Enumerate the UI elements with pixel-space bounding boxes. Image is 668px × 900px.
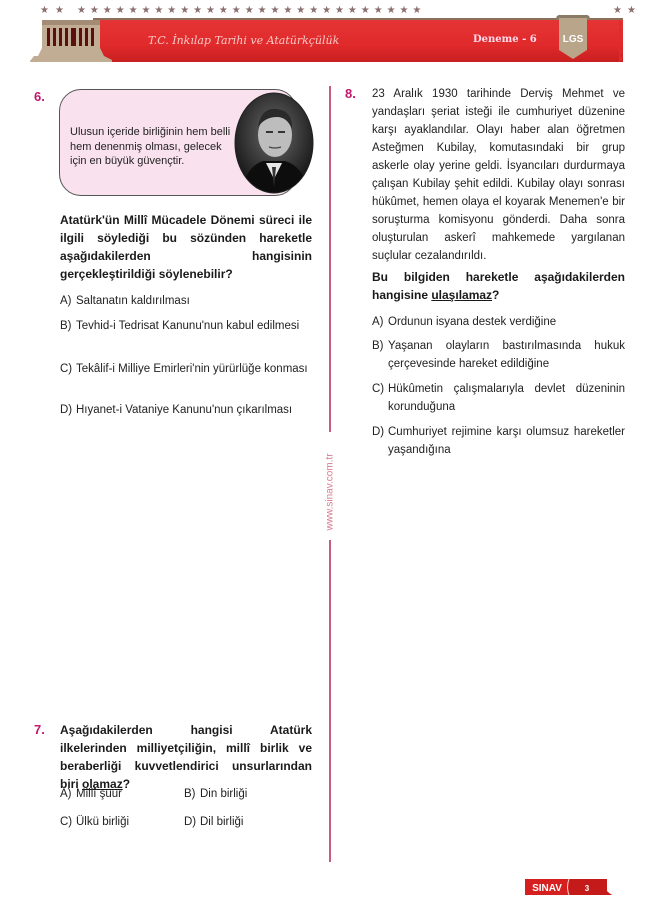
question-7-option-a[interactable]: [60, 786, 170, 804]
option-label: B): [184, 788, 196, 800]
star-icon: ★: [206, 5, 215, 16]
star-icon: ★: [218, 5, 228, 16]
page-number: 3: [584, 884, 590, 893]
question-7-option-b[interactable]: [184, 786, 304, 804]
question-6-number: 6.: [34, 89, 45, 104]
question-8-option-c[interactable]: [372, 381, 625, 416]
star-icon: ★: [373, 5, 383, 16]
stem-end: ?: [122, 777, 131, 791]
option-label: B): [372, 340, 384, 352]
option-text: Saltanatın kaldırılması: [76, 295, 190, 307]
question-8-stem: [372, 268, 625, 304]
star-icon: ★: [40, 5, 49, 16]
star-icon: ★: [399, 5, 409, 16]
option-label: B): [60, 320, 72, 332]
star-icon: ★: [347, 5, 357, 16]
option-text: Cumhuriyet rejimine karşı olumsuz hareketler yaşandığına: [388, 426, 625, 456]
stem-text: Bu bilgiden hareketle aşağıdakilerden hangisine: [372, 270, 625, 302]
star-icon: ★: [244, 5, 254, 16]
option-label: A): [60, 788, 72, 800]
ataturk-quote: Ulusun içeride birliğinin hem belli hem denenmiş olması, gelecek için en büyük güvençtir.: [70, 126, 231, 167]
option-label: C): [372, 383, 385, 395]
star-icon: ★: [102, 5, 112, 16]
question-8-number: 8.: [345, 86, 356, 101]
option-label: D): [372, 426, 385, 438]
star-icon: ★: [613, 5, 622, 16]
sinav-footer-badge: [525, 879, 613, 895]
question-8-passage: 23 Aralık 1930 tarihinde Derviş Mehmet ve yandaşları şeriat isteği ile cumhuriyet düzenine karşı ayaklandılar. Olayı haber alan öğretmen Asteğmen Kubilay, komutasındaki bir grup askerle olay yerine geldi. İsyancıları durdurmaya çalışan Kubilay şehit edildi. Kubilay olayı sonrası hükûmet, hemen olaya el koyarak Menemen'e bir soruşturma komisyonu gönderdi. Daha sonra oluşturulan askerî mahkemede yargılanan suçlular cezalandırıldı.: [372, 88, 625, 262]
star-icon: ★: [89, 5, 99, 16]
star-icon: ★: [270, 5, 280, 16]
star-icon: ★: [141, 5, 151, 16]
column-divider-top: [329, 86, 331, 432]
star-icon: ★: [77, 5, 86, 16]
star-icon: ★: [335, 5, 344, 16]
website-watermark: www.sinav.com.tr: [324, 453, 336, 531]
question-7-option-c[interactable]: [60, 814, 170, 832]
star-icon: ★: [296, 5, 306, 16]
option-text: Dil birliği: [200, 816, 244, 828]
exam-type-badge: LGS: [562, 34, 584, 45]
star-icon: ★: [231, 5, 241, 16]
banner-wavy-edge: [619, 20, 627, 62]
star-icon: ★: [283, 5, 293, 16]
star-icon: ★: [115, 5, 125, 16]
option-text: Hükûmetin çalışmalarıyla devlet düzeninin korunduğuna: [388, 383, 625, 413]
star-icon: ★: [154, 5, 164, 16]
option-label: C): [60, 816, 73, 828]
question-7-number: 7.: [34, 722, 45, 737]
option-text: Ordunun isyana destek verdiğine: [388, 316, 557, 328]
option-text: Millî şuur: [76, 788, 123, 800]
option-text: Tekâlif-i Milliye Emirleri'nin yürürlüğe konması: [76, 363, 308, 375]
stem-end: ?: [492, 288, 500, 302]
question-8-option-d[interactable]: [372, 424, 625, 459]
ataturk-portrait: [233, 91, 315, 195]
column-divider-bottom: [329, 540, 331, 862]
star-icon: ★: [360, 5, 370, 16]
stem-emphasis: olamaz: [82, 777, 123, 791]
star-icon: ★: [180, 5, 190, 16]
option-label: A): [60, 295, 72, 307]
star-icon: ★: [386, 5, 396, 16]
anitkabir-temple-icon: [28, 18, 112, 62]
question-6-option-a[interactable]: [60, 293, 312, 311]
star-icon: ★: [55, 5, 64, 16]
stem-text: Aşağıdakilerden hangisi Atatürk ilkelerinden milliyetçiliğin, millî birlik ve beraberliği kuvvetlendirici unsurlarından biri: [60, 723, 312, 791]
star-icon: ★: [257, 5, 267, 16]
question-6-option-c[interactable]: [60, 361, 312, 379]
option-text: Ülkü birliği: [76, 816, 130, 828]
stem-emphasis: ulaşılamaz: [431, 288, 493, 302]
exam-label: Deneme - 6: [473, 34, 537, 45]
star-icon: ★: [412, 5, 422, 16]
option-label: C): [60, 363, 73, 375]
option-text: Din birliği: [200, 788, 248, 800]
option-text: Hıyanet-i Vataniye Kanunu'nun çıkarılması: [76, 404, 293, 416]
question-7-option-d[interactable]: [184, 814, 304, 832]
star-icon: ★: [309, 5, 319, 16]
course-title: T.C. İnkılap Tarihi ve Atatürkçülük: [148, 34, 340, 47]
question-8-option-a[interactable]: [372, 314, 625, 332]
question-8-option-b[interactable]: [372, 338, 625, 373]
option-label: D): [60, 404, 73, 416]
star-icon: ★: [128, 5, 138, 16]
question-6-option-b[interactable]: [60, 318, 312, 336]
star-icon: ★: [627, 5, 636, 16]
option-text: Tevhid-i Tedrisat Kanunu'nun kabul edilmesi: [76, 320, 300, 332]
footer-brand: SINAV: [532, 883, 562, 894]
question-6-option-d[interactable]: [60, 402, 312, 420]
star-icon: ★: [322, 5, 332, 16]
option-text: Yaşanan olayların bastırılmasında hukuk çerçevesinde hareket edildiğine: [388, 340, 625, 370]
question-6-stem: Atatürk'ün Millî Mücadele Dönemi süreci ile ilgili söylediği bu sözünden hareketle aşağıdakilerden hangisinin gerçekleştirildiği söylenebilir?: [60, 213, 312, 281]
star-icon: ★: [167, 5, 177, 16]
option-label: A): [372, 316, 384, 328]
star-icon: ★: [193, 5, 203, 16]
option-label: D): [184, 816, 197, 828]
question-7-stem: [60, 721, 312, 793]
